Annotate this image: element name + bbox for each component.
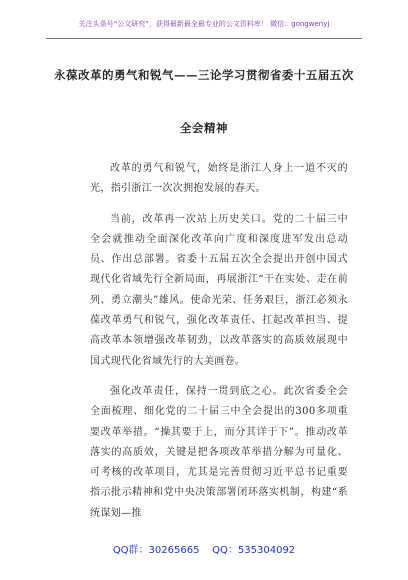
body-paragraph-2: 当前，改革再一次站上历史关口。党的二十届三中全会就推动全面深化改革向广度和深度进军发出总动员、作出总部署。省委十五届五次全会提出开创中国式现代化省域先行全新局面，再展浙江“干在实处、走在前列、勇立潮头”雄风。使命光荣、任务艰巨，浙江必须永葆改革勇气和锐气，强化改革责任、扛起改革担当、提高改革本领增强改革韧劲，以改革落实的高质效展现中国式现代化省域先行的大美画卷。 bbox=[90, 213, 348, 367]
document-title-line-2: 全会精神 bbox=[180, 121, 228, 135]
header-divider bbox=[46, 38, 362, 39]
document-title-line-1: 永葆改革的勇气和锐气——三论学习贯彻省委十五届五次 bbox=[54, 68, 354, 82]
document-body bbox=[90, 159, 348, 534]
page-header-banner: 关注头条号“公文研究”，获得最新最全最专业的公文资料库！ 微信：gongwenyj bbox=[78, 20, 330, 28]
page-footer-contact: QQ群：30265665 QQ：535304092 bbox=[112, 545, 296, 556]
body-paragraph-3: 强化改革责任，保持一贯到底之心。此次省委全会全面梳理、细化党的二十届三中全会提出的300多项重要改革举措。“操其要于上，而分其详于下”。推动改革落实的高质效，关键是把各项改革举措分解为可量化、可考核的改革项目，尤其是完善贯彻习近平总书记重要指示批示精神和党中央决策部署闭环落实机制，构建“系统谋划—推 bbox=[90, 385, 348, 519]
body-paragraph-1: 改革的勇气和锐气，始终是浙江人身上一道不灭的光，指引浙江一次次拥抱发展的春天。 bbox=[90, 163, 348, 195]
